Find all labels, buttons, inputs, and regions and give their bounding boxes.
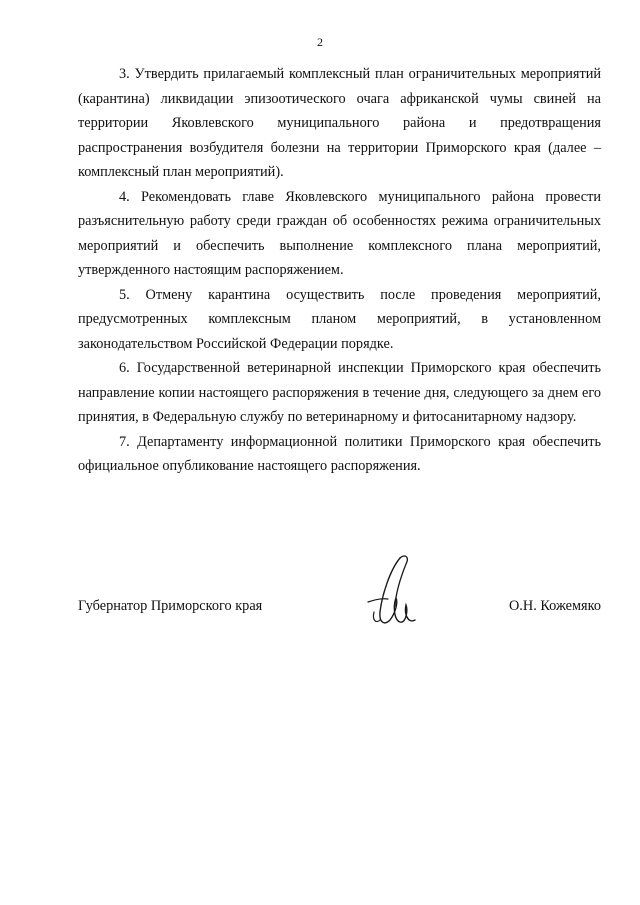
signatory-title: Губернатор Приморского края — [78, 598, 263, 614]
signature-block — [78, 598, 601, 622]
paragraph-3: 3. Утвердить прилагаемый комплексный план ограничительных мероприятий (карантина) ликвидации эпизоотического очага африканской чумы свиней на территории Яковлевского муниципального района и предотвращения распространения возбудителя болезни на территории Приморского края (далее – комплексный план мероприятий). — [78, 66, 601, 180]
signatory-name: О.Н. Кожемяко — [508, 598, 601, 614]
paragraph-7: 7. Департаменту информационной политики Приморского края обеспечить официальное опубликование настоящего распоряжения. — [78, 433, 601, 474]
page-number: 2 — [317, 35, 323, 49]
paragraph-6: 6. Государственной ветеринарной инспекции Приморского края обеспечить направление копии настоящего распоряжения в течение дня, следующего за днем его принятия, в Федеральную службу по ветеринарному и фитосанитарному надзору. — [78, 360, 601, 425]
handwritten-signature — [360, 550, 430, 640]
paragraph-5: 5. Отмену карантина осуществить после проведения мероприятий, предусмотренных комплексным планом мероприятий, в установленном законодательством Российской Федерации порядке. — [78, 286, 601, 352]
paragraph-4: 4. Рекомендовать главе Яковлевского муниципального района провести разъяснительную работу среди граждан об особенностях режима ограничительных мероприятий и обеспечить выполнение комплексного плана мероприятий, утвержденного настоящим распоряжением. — [78, 188, 601, 278]
document-body — [78, 62, 601, 479]
